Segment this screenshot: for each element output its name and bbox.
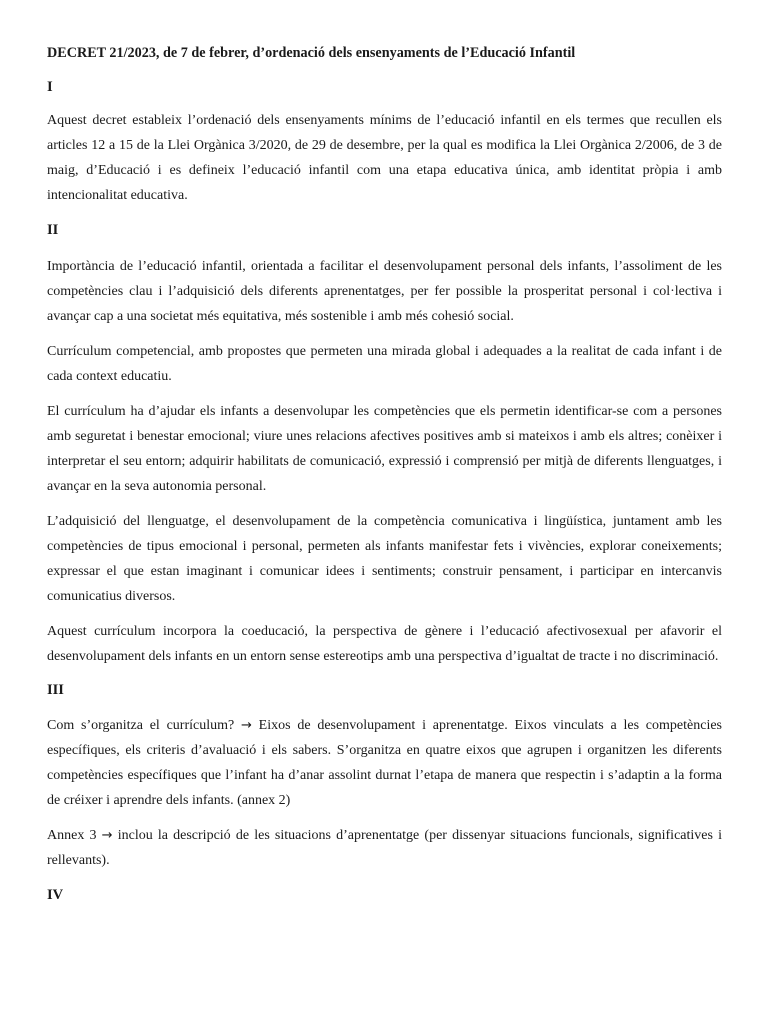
paragraph-text: inclou la descripció de les situacions d’aprenentatge (per dissenyar situacions funcionals, significatives i rellevants).: [47, 828, 722, 868]
arrow-right-icon: →: [101, 828, 113, 843]
section-heading-i: I: [47, 79, 53, 95]
paragraph: Aquest decret estableix l’ordenació dels ensenyaments mínims de l’educació infantil en els termes que recullen els articles 12 a 15 de la Llei Orgànica 3/2020, de 29 de desembre, per la qual es modifica la Llei Orgànica 2/2006, de 3 de maig, d’Educació i es defineix l’educació infantil com una etapa educativa única, amb identitat pròpia i amb intencionalitat educativa.: [47, 113, 722, 203]
paragraph: [47, 823, 722, 873]
paragraph: [47, 713, 722, 813]
paragraph: Importància de l’educació infantil, orientada a facilitar el desenvolupament personal dels infants, l’assoliment de les competències clau i l’adquisició dels diferents aprenentatges, per fer possible la prosperitat personal i col·lectiva i avançar cap a una societat més equitativa, més sostenible i amb més cohesió social.: [47, 259, 722, 324]
paragraph-text: Eixos de desenvolupament i aprenentatge. Eixos vinculats a les competències específiques, els criteris d’avaluació i els sabers. S’organitza en quatre eixos que agrupen i organitzen les diferents competències específiques que l’infant ha d’anar assolint durnat l’etapa de manera que respectin i s’adaptin a la forma de créixer i aprendre dels infants. (annex 2): [47, 718, 722, 808]
section-heading-iv: IV: [47, 887, 64, 903]
arrow-right-icon: →: [241, 718, 252, 733]
paragraph: Currículum competencial, amb propostes que permeten una mirada global i adequades a la realitat de cada infant i de cada context educatiu.: [47, 344, 722, 384]
section-heading-iii: III: [47, 682, 64, 698]
paragraph: Aquest currículum incorpora la coeducació, la perspectiva de gènere i l’educació afectivosexual per afavorir el desenvolupament dels infants en un entorn sense estereotips amb una perspectiva d’igualtat de tracte i no discriminació.: [47, 624, 722, 664]
section-heading-ii: II: [47, 222, 59, 238]
document-page: [47, 42, 722, 905]
paragraph: L’adquisició del llenguatge, el desenvolupament de la competència comunicativa i lingüística, juntament amb les competències de tipus emocional i personal, permeten als infants manifestar fets i vivències, explorar coneixements; expressar el que estan imaginant i comunicar idees i sentiments; construir pensament, i participar en intercanvis comunicatius diversos.: [47, 514, 722, 604]
paragraph: El currículum ha d’ajudar els infants a desenvolupar les competències que els permetin identificar-se com a persones amb seguretat i benestar emocional; viure unes relacions afectives positives amb si mateixos i amb els altres; conèixer i interpretar el seu entorn; adquirir habilitats de comunicació, expressió i comprensió per mitjà de diferents llenguatges, i avançar en la seva autonomia personal.: [47, 404, 722, 494]
document-title: DECRET 21/2023, de 7 de febrer, d’ordenació dels ensenyaments de l’Educació Infantil: [47, 45, 576, 61]
paragraph-text: Annex 3: [47, 828, 102, 843]
paragraph-text: Com s’organitza el currículum?: [47, 718, 241, 733]
